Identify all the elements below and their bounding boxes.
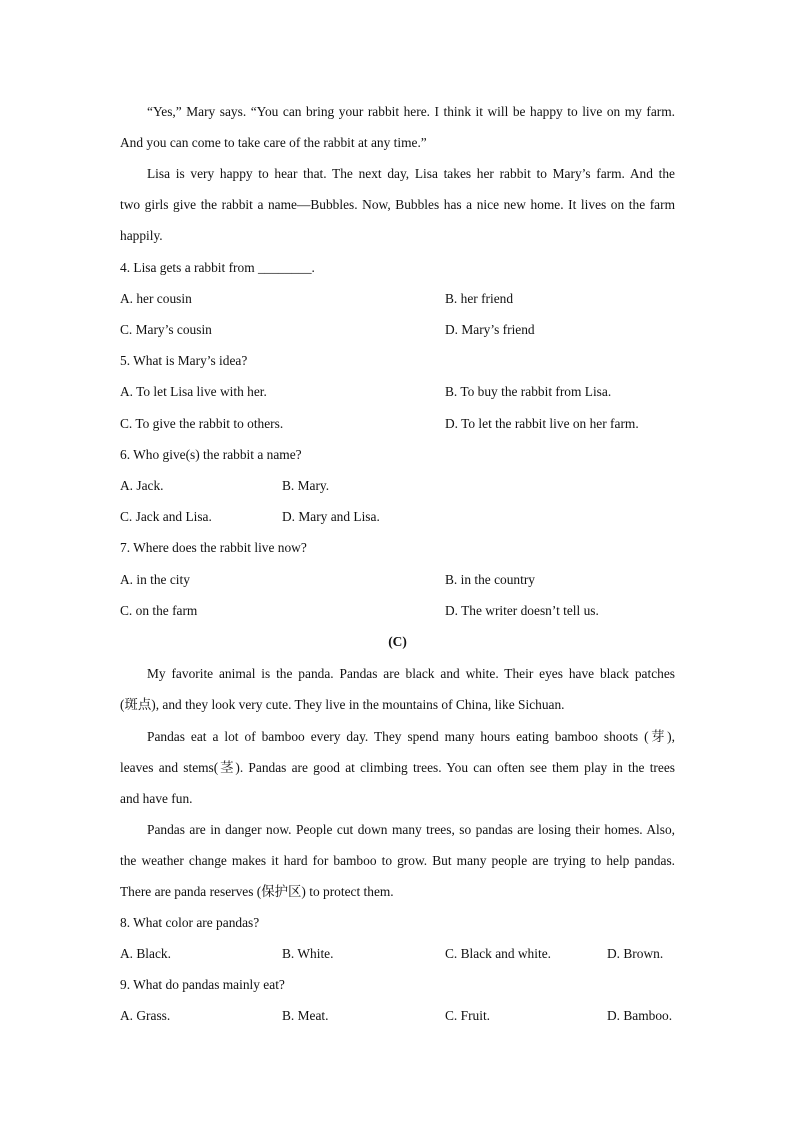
text-line: My favorite animal is the panda. Pandas are black and white. Their eyes have black patches (147, 666, 675, 681)
question-7-option-a: A. in the city (120, 572, 190, 587)
question-9-option-c: C. Fruit. (445, 1008, 491, 1023)
question-9-option-b: B. Meat. (282, 1008, 329, 1023)
question-7-option-b: B. in the country (445, 572, 536, 587)
question-5-option-b: B. To buy the rabbit from Lisa. (445, 384, 612, 399)
passage-b-paragraph-1 (120, 96, 675, 158)
text-line: “Yes,” Mary says. “You can bring your rabbit here. I think it will be happy to live on my farm. (147, 104, 675, 119)
question-6-option-a: A. Jack. (120, 478, 164, 493)
question-7-stem: 7. Where does the rabbit live now? (120, 540, 307, 555)
question-5-option-a: A. To let Lisa live with her. (120, 384, 267, 399)
question-6-option-c: C. Jack and Lisa. (120, 509, 212, 524)
question-8-option-c: C. Black and white. (445, 946, 551, 961)
question-9-stem: 9. What do pandas mainly eat? (120, 977, 285, 992)
question-9-option-d: D. Bamboo. (607, 1008, 673, 1023)
question-8-stem: 8. What color are pandas? (120, 915, 260, 930)
text-line: Lisa is very happy to hear that. The next day, Lisa takes her rabbit to Mary’s farm. And the (147, 166, 675, 181)
text-line: two girls give the rabbit a name—Bubbles. Now, Bubbles has a nice new home. It lives on the farm (120, 197, 675, 213)
question-7-option-d: D. The writer doesn’t tell us. (445, 603, 599, 618)
question-8-option-a: A. Black. (120, 946, 171, 961)
question-5-option-d: D. To let the rabbit live on her farm. (445, 416, 639, 431)
question-4-option-b: B. her friend (445, 291, 514, 306)
text-line: happily. (120, 228, 163, 244)
section-c-paragraph-1 (120, 658, 675, 720)
question-4-option-a: A. her cousin (120, 291, 192, 306)
section-c-paragraph-3 (120, 814, 675, 908)
question-4-option-c: C. Mary’s cousin (120, 322, 212, 337)
question-6-option-b: B. Mary. (282, 478, 330, 493)
section-c-heading: (C) (388, 634, 407, 649)
text-line: and have fun. (120, 791, 193, 807)
question-6-option-d: D. Mary and Lisa. (282, 509, 380, 524)
text-line: Pandas are in danger now. People cut down many trees, so pandas are losing their homes. Also, (147, 822, 675, 837)
question-8-option-b: B. White. (282, 946, 334, 961)
question-5-stem: 5. What is Mary’s idea? (120, 353, 248, 368)
text-line: There are panda reserves (保护区) to protect them. (120, 884, 394, 900)
text-line: Pandas eat a lot of bamboo every day. They spend many hours eating bamboo shoots (芽), (147, 729, 675, 744)
text-line: (斑点), and they look very cute. They live in the mountains of China, like Sichuan. (120, 697, 565, 713)
text-line: leaves and stems(茎). Pandas are good at climbing trees. You can often see them play in the trees (120, 760, 675, 776)
text-line: the weather change makes it hard for bamboo to grow. But many people are trying to help pandas. (120, 853, 675, 869)
question-5-option-c: C. To give the rabbit to others. (120, 416, 284, 431)
question-6-stem: 6. Who give(s) the rabbit a name? (120, 447, 302, 462)
question-8-option-d: D. Brown. (607, 946, 664, 961)
passage-b-paragraph-2 (120, 158, 675, 252)
question-4-stem: 4. Lisa gets a rabbit from ________. (120, 260, 315, 275)
question-4-option-d: D. Mary’s friend (445, 322, 535, 337)
text-line: And you can come to take care of the rabbit at any time.” (120, 135, 427, 151)
section-c-paragraph-2 (120, 721, 675, 815)
question-7-option-c: C. on the farm (120, 603, 198, 618)
question-9-option-a: A. Grass. (120, 1008, 171, 1023)
